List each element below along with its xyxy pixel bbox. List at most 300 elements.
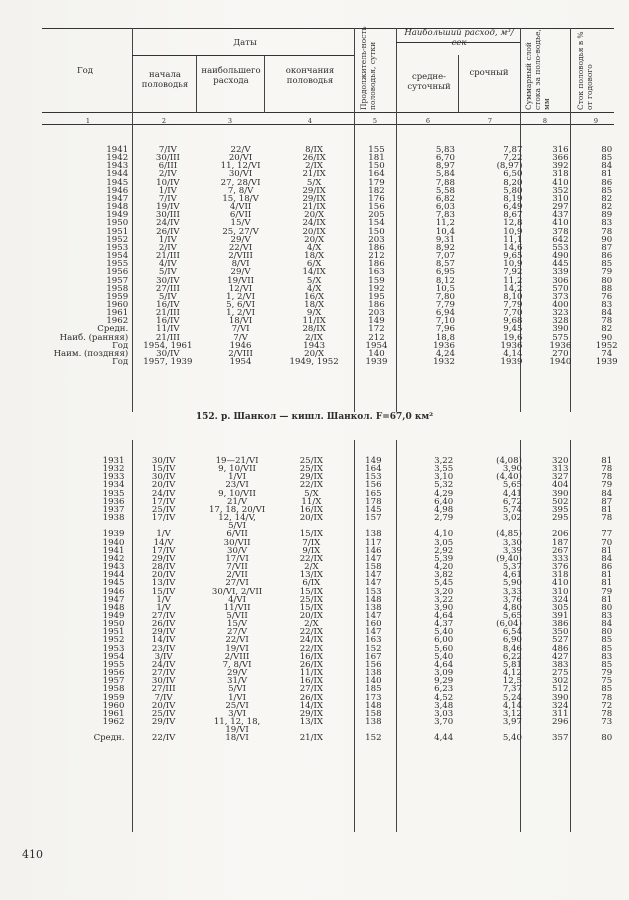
table-cell: 1/IV: [158, 185, 177, 196]
table-cell: 1/V: [156, 594, 171, 605]
table-cell: 324: [552, 594, 569, 605]
table-cell: 1946: [102, 586, 125, 597]
table-cell: 84: [601, 619, 613, 630]
table-cell: 138: [365, 717, 382, 727]
table-cell: 18,8: [435, 332, 455, 343]
table-cell: 82: [601, 193, 613, 204]
table-cell: 20/X: [304, 210, 325, 221]
table-cell: 85: [601, 185, 613, 196]
table-cell: 18/X: [304, 299, 325, 310]
table-cell: 3,33: [502, 586, 522, 597]
table-cell: 172: [368, 324, 385, 335]
table-cell: 328: [552, 316, 569, 327]
table-cell: 14,6: [503, 242, 523, 253]
table-cell: 1/IV: [158, 234, 177, 245]
table-cell: 4,14: [502, 700, 522, 711]
table-cell: 333: [552, 553, 569, 564]
table-cell: 167: [365, 651, 382, 662]
table-cell: 5/X: [306, 177, 322, 188]
table-cell: 78: [601, 708, 613, 719]
table-cell: 5,90: [502, 578, 522, 589]
table-cell: 7,88: [435, 177, 455, 188]
table-cell: 6,72: [502, 496, 522, 507]
table-cell: 7/VI: [231, 324, 250, 335]
table-cell: 14/IV: [151, 635, 176, 646]
table-cell: 21/III: [155, 308, 180, 319]
table-cell: 1951: [102, 627, 125, 638]
table-cell: 29/V: [230, 267, 251, 278]
table-cell: 390: [552, 488, 569, 499]
table-cell: 1936: [433, 340, 455, 351]
table-cell: 1932: [433, 357, 455, 368]
table-cell: 78: [601, 316, 613, 327]
table-cell: 15/IX: [299, 529, 324, 540]
table-cell: 155: [368, 145, 385, 155]
table-cell: 25/VI: [225, 700, 249, 711]
table-cell: 29/IX: [302, 185, 326, 196]
table-cell: 6/X: [306, 259, 322, 270]
table-cell: 3,82: [434, 570, 454, 581]
table-cell: 117: [365, 537, 382, 548]
table-cell: 445: [552, 259, 569, 270]
table-cell: 2/IX: [305, 161, 324, 172]
table-cell: 153: [365, 586, 382, 597]
header-max-discharge-label: Наибольший расход, м³/сек: [404, 28, 514, 48]
table-cell: 26/IV: [156, 226, 180, 237]
table-cell: 30/V: [227, 545, 248, 556]
table-cell: 25/IX: [299, 456, 324, 466]
table-cell: 25/IX: [299, 464, 324, 475]
table-row: [42, 228, 629, 236]
col-divider-3a: [264, 55, 265, 113]
col-number-6: 6: [425, 117, 431, 125]
table-row: [42, 358, 629, 366]
table-cell: 29/IV: [151, 717, 176, 727]
table-row: [42, 473, 629, 481]
table-cell: 138: [365, 668, 382, 679]
table-cell: 30/IV: [156, 275, 180, 286]
table-cell: 85: [601, 684, 613, 695]
table-cell: 4,24: [435, 348, 455, 359]
table-cell: 26/IX: [299, 659, 324, 670]
table-cell: 373: [552, 291, 569, 302]
table-cell: 400: [552, 299, 569, 310]
table-cell: 11,2: [503, 275, 523, 286]
column-numbers-rule: [42, 124, 614, 125]
table-cell: 11/X: [301, 496, 322, 507]
table-row: [42, 596, 629, 604]
header-year: Год: [77, 66, 93, 76]
table-cell: 1956: [102, 668, 125, 679]
table-cell: 173: [365, 692, 382, 703]
header-dates: Даты: [233, 38, 257, 48]
table-cell: 163: [368, 267, 385, 278]
table-cell: 7,70: [503, 308, 523, 319]
table-cell: 490: [552, 251, 569, 262]
table-cell: 3,22: [434, 456, 454, 466]
table-cell: 8/VI: [231, 259, 250, 270]
table-row: [42, 694, 629, 702]
table-cell: 80: [601, 733, 613, 744]
table-cell: 4,64: [434, 610, 454, 621]
table-cell: 13/IV: [151, 578, 176, 589]
table-cell: 3,90: [434, 602, 454, 613]
table-cell: 1945: [106, 177, 129, 188]
table-cell: 6,94: [435, 308, 455, 319]
table-row: [42, 726, 629, 734]
table-cell: 1954: [106, 251, 129, 262]
table-row: [42, 710, 629, 718]
table-cell: 1/VI: [228, 472, 247, 483]
table-cell: 502: [552, 496, 569, 507]
table-cell: 9,68: [503, 316, 523, 327]
table-cell: 1957, 1939: [143, 357, 193, 368]
table-cell: 152: [365, 643, 382, 654]
table-cell: 19—21/VI: [215, 456, 259, 466]
table-row: [42, 514, 629, 522]
table-cell: 1954: [102, 651, 125, 662]
table-cell: 158: [365, 708, 382, 719]
table-row: [42, 457, 629, 465]
table-cell: 3,12: [502, 708, 522, 719]
col-number-7: 7: [487, 117, 493, 125]
table-cell: 6,22: [502, 651, 522, 662]
table-cell: 156: [368, 202, 385, 213]
table-cell: 12,8: [503, 218, 523, 229]
table-cell: 1951: [106, 226, 129, 237]
table-row: [42, 211, 629, 219]
table-cell: 1941: [102, 545, 125, 556]
table-cell: 270: [552, 348, 569, 359]
table-cell: Год: [112, 357, 129, 368]
table-cell: 1, 2/VI: [226, 291, 256, 302]
table-cell: 3,76: [502, 594, 522, 605]
table-cell: Средн.: [93, 733, 125, 744]
table-cell: 437: [552, 210, 569, 221]
table-cell: 9, 10/VII: [218, 488, 256, 499]
header-duration: Продолжитель-ность половодья, сутки: [359, 26, 377, 110]
table-cell: 1958: [106, 283, 129, 294]
table-cell: 4,52: [434, 692, 454, 703]
table-cell: 313: [552, 464, 569, 475]
table-cell: 186: [368, 242, 385, 253]
table-cell: 212: [368, 332, 385, 343]
table-cell: 5/IV: [158, 291, 177, 302]
table-cell: 81: [601, 456, 613, 466]
table-cell: 83: [601, 299, 613, 310]
table-cell: 78: [601, 472, 613, 483]
dates-subheader-rule: [132, 55, 354, 56]
table-row: [42, 187, 629, 195]
table-cell: 83: [601, 218, 613, 229]
table-cell: 1959: [102, 692, 125, 703]
table-cell: 4,14: [503, 348, 523, 359]
table-cell: 1957: [102, 676, 125, 687]
table-cell: 5,74: [502, 504, 522, 515]
table-cell: 16/IX: [299, 504, 324, 515]
table-row: [42, 465, 629, 473]
table-cell: 3,02: [502, 513, 522, 524]
table-cell: 8/IX: [305, 145, 324, 155]
table-cell: 383: [552, 659, 569, 670]
table-cell: 206: [552, 529, 569, 540]
table-cell: 350: [552, 627, 569, 638]
table-cell: 297: [552, 202, 569, 213]
table-cell: 76: [601, 291, 613, 302]
table-cell: 1943: [106, 161, 129, 172]
table-cell: 1960: [106, 299, 129, 310]
table-row: [42, 530, 629, 538]
table-cell: 85: [601, 635, 613, 646]
table-cell: (9,40): [496, 553, 522, 564]
col-number-2: 2: [161, 117, 167, 125]
table-cell: 6/IX: [302, 578, 321, 589]
table-cell: 1947: [102, 594, 125, 605]
table-cell: 149: [368, 316, 385, 327]
table-cell: 2/IX: [305, 332, 324, 343]
table-cell: 21/III: [155, 332, 180, 343]
table-cell: 1936: [500, 340, 523, 351]
table-cell: 14/IX: [299, 700, 324, 711]
table-row: [42, 636, 629, 644]
table-row: [42, 334, 629, 342]
table-row: [42, 734, 629, 742]
table-cell: 7,92: [503, 267, 523, 278]
table-cell: 152: [365, 733, 382, 744]
table-cell: 29/IV: [151, 553, 176, 564]
table-cell: 84: [601, 553, 613, 564]
table-cell: 164: [365, 464, 382, 475]
table-cell: 20/IV: [151, 700, 176, 711]
table-cell: 28/IX: [302, 324, 326, 335]
table-cell: 72: [601, 700, 613, 711]
table-cell: 7, 8/VI: [222, 659, 252, 670]
table-cell: 5/X: [304, 488, 319, 499]
table-cell: 22/VI: [225, 635, 249, 646]
table-cell: 1947: [106, 193, 129, 204]
table-cell: 296: [552, 717, 569, 727]
table-cell: 16/IX: [299, 676, 324, 687]
table-cell: 10,9: [503, 259, 523, 270]
table-cell: 2,79: [434, 513, 454, 524]
table-cell: 78: [601, 226, 613, 237]
table-cell: [395, 726, 465, 734]
table-cell: 1939: [500, 357, 523, 368]
table-cell: 154: [368, 218, 385, 229]
table-cell: 4,64: [434, 659, 454, 670]
table-cell: 78: [601, 513, 613, 524]
table-cell: 160: [365, 619, 382, 630]
table-cell: 3,48: [434, 700, 454, 711]
table-cell: 1940: [102, 537, 125, 548]
table-cell: 19/VII: [227, 275, 254, 286]
table-cell: 2/VIII: [224, 651, 250, 662]
table-cell: 10,9: [503, 226, 523, 237]
table-row: [42, 301, 629, 309]
table-cell: 1950: [102, 619, 125, 630]
table-cell: 2/VII: [226, 570, 248, 581]
table-cell: 156: [365, 480, 382, 491]
header-instant: срочный: [469, 68, 509, 78]
table-cell: 323: [552, 308, 569, 319]
table-cell: 86: [601, 562, 613, 573]
header-flood-runoff-pct: Сток половодья в % от годового: [576, 31, 594, 110]
table-cell: 410: [552, 578, 569, 589]
table-station-151: [42, 146, 629, 366]
table-cell: 20/X: [304, 234, 325, 245]
table-cell: 7,79: [503, 299, 523, 310]
table-cell: 85: [601, 153, 613, 164]
table-cell: 1936: [102, 496, 125, 507]
table-cell: 1955: [102, 659, 125, 670]
table-cell: 5/VI: [228, 521, 247, 532]
table-cell: 1959: [106, 291, 129, 302]
table-cell: 87: [601, 496, 613, 507]
table-cell: 70: [601, 537, 613, 548]
table-cell: 642: [552, 234, 569, 245]
table-cell: (6,04): [496, 619, 522, 630]
table-cell: 5,40: [502, 733, 522, 744]
table-row: [42, 620, 629, 628]
table-cell: Год: [112, 340, 129, 351]
table-cell: 26/IX: [299, 692, 324, 703]
table-row: [42, 154, 629, 162]
table-cell: 1955: [106, 259, 129, 270]
table-cell: 25/IV: [151, 708, 176, 719]
table-cell: 22/IV: [151, 733, 176, 744]
table-cell: 390: [552, 692, 569, 703]
table-cell: 195: [368, 291, 385, 302]
table-cell: 20/IX: [299, 610, 324, 621]
table-cell: 85: [601, 259, 613, 270]
table-cell: 31/V: [227, 676, 248, 687]
table-cell: 1938: [102, 513, 125, 524]
table-cell: 28/IV: [151, 562, 176, 573]
table-cell: 1954: [229, 357, 252, 368]
table-cell: 8,92: [435, 242, 455, 253]
table-cell: 22/VI: [228, 242, 253, 253]
table-cell: 7/IX: [302, 537, 321, 548]
table-cell: 5,81: [502, 659, 522, 670]
table-row: [42, 293, 629, 301]
table-cell: 1936: [549, 340, 572, 351]
table-cell: 22/V: [230, 145, 251, 155]
table-cell: 4,61: [502, 570, 522, 581]
table-cell: 5,32: [434, 480, 454, 491]
table-cell: 9,65: [503, 251, 523, 262]
table-cell: 1939: [365, 357, 388, 368]
table-row: [42, 146, 629, 154]
table-row: [42, 685, 629, 693]
table-cell: 90: [601, 234, 613, 245]
table-cell: 25/IV: [151, 504, 176, 515]
table-cell: 3,90: [502, 464, 522, 475]
table-cell: 140: [365, 676, 382, 687]
table-cell: 78: [601, 464, 613, 475]
table-cell: 88: [601, 283, 613, 294]
table-cell: 4,37: [434, 619, 454, 630]
table-cell: 1942: [102, 553, 125, 564]
table-cell: 3,39: [502, 545, 522, 556]
table-row: [42, 325, 629, 333]
table-cell: 147: [365, 610, 382, 621]
table-cell: 2/IV: [158, 169, 177, 180]
table-cell: 7,79: [435, 299, 455, 310]
table-row: [42, 260, 629, 268]
table-cell: 6,40: [434, 496, 454, 507]
table-cell: 73: [601, 717, 613, 727]
table-cell: 1939: [102, 529, 125, 540]
table-cell: 4,80: [502, 602, 522, 613]
table-cell: 6,23: [434, 684, 454, 695]
table-cell: 24/IV: [151, 659, 176, 670]
table-cell: 7, 8/V: [227, 185, 254, 196]
table-cell: 84: [601, 308, 613, 319]
table-row: [42, 170, 629, 178]
table-cell: 318: [552, 169, 569, 180]
table-cell: 7,22: [503, 153, 523, 164]
table-cell: 1948: [106, 202, 129, 213]
table-cell: 1939: [595, 357, 618, 368]
table-row: [42, 317, 629, 325]
table-cell: 27, 28/VI: [220, 177, 261, 188]
table-cell: 6,54: [502, 627, 522, 638]
table-cell: 1934: [102, 480, 125, 491]
table-row: [42, 179, 629, 187]
table-cell: 5,83: [435, 145, 455, 155]
table-cell: 310: [552, 586, 569, 597]
table-cell: 29/V: [227, 668, 248, 679]
section-title-152: 152. р. Шанкол — кишл. Шанкол. F=67,0 км²: [195, 412, 434, 422]
table-cell: 149: [365, 456, 382, 466]
table-cell: 5, 6/VI: [226, 299, 256, 310]
table-cell: 21/IX: [302, 202, 326, 213]
table-cell: 20/IV: [151, 570, 176, 581]
table-cell: 9,29: [434, 676, 454, 687]
table-cell: 17/VI: [225, 553, 249, 564]
table-cell: 8,57: [435, 259, 455, 270]
header-bottom-rule: [42, 112, 614, 113]
table-cell: 83: [601, 651, 613, 662]
col-number-1: 1: [85, 117, 91, 125]
table-cell: 20/IV: [151, 480, 176, 491]
table-cell: 395: [552, 504, 569, 515]
table-cell: 3,10: [434, 472, 454, 483]
col-divider-2a: [196, 55, 197, 113]
table-cell: 21/III: [155, 251, 180, 262]
table-cell: 3,97: [502, 717, 522, 727]
table-cell: 25/IX: [299, 594, 324, 605]
table-cell: 318: [552, 570, 569, 581]
table-cell: 5/VII: [226, 610, 248, 621]
table-cell: 5/VI: [228, 684, 247, 695]
table-cell: 6/VII: [226, 529, 248, 540]
table-cell: 7/IV: [158, 193, 177, 204]
table-cell: 16/IV: [156, 299, 180, 310]
table-cell: 4,41: [502, 488, 522, 499]
table-cell: 138: [365, 529, 382, 540]
table-cell: 570: [552, 283, 569, 294]
table-cell: 1953: [102, 643, 125, 654]
table-cell: 146: [365, 545, 382, 556]
table-row: [42, 571, 629, 579]
table-row: [42, 195, 629, 203]
table-row: [42, 579, 629, 587]
table-cell: Средн.: [97, 324, 129, 335]
table-cell: 14/IX: [302, 267, 326, 278]
table-cell: 22/IX: [299, 480, 324, 491]
table-cell: 4,10: [434, 529, 454, 540]
